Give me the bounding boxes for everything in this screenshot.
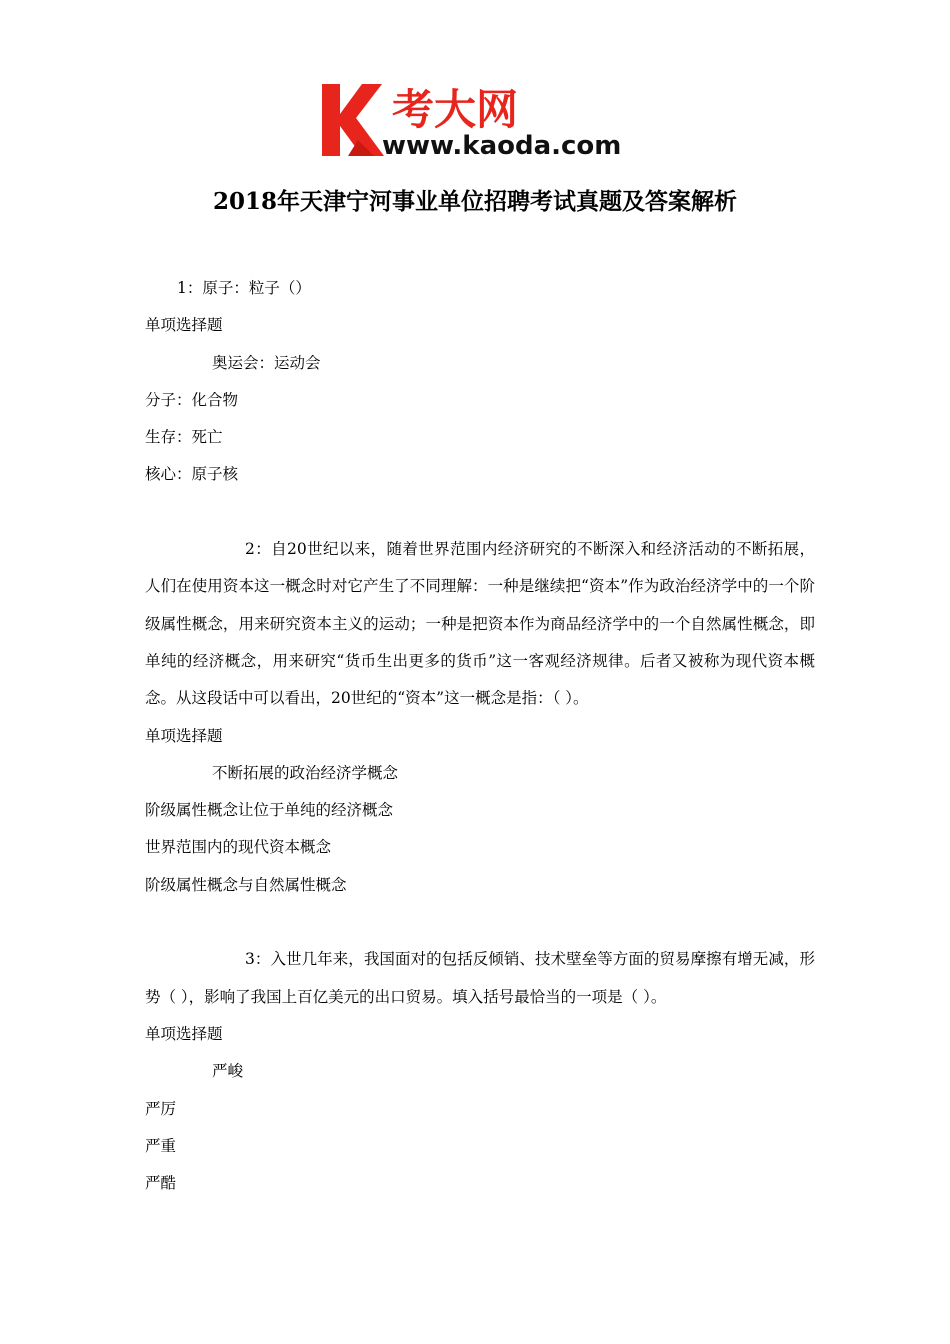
- svg-text:www.kaoda.com: www.kaoda.com: [382, 131, 622, 160]
- question-2: [145, 531, 815, 904]
- option-c: 世界范围内的现代资本概念: [145, 838, 332, 857]
- question-stem: 2：自20世纪以来，随着世界范围内经济研究的不断深入和经济活动的不断拓展，人们在使用资本这一概念时对它产生了不同理解：一种是继续把“资本”作为政治经济学中的一个阶级属性概念，用来研究资本主义的运动；一种是把资本作为商品经济学中的一个自然属性概念，即单纯的经济概念，用来研究“货币生出更多的货币”这一客观经济规律。后者又被称为现代资本概念。从这段话中可以看出，20世纪的“资本”这一概念是指：（ ）。: [145, 540, 815, 708]
- option-b: 阶级属性概念让位于单纯的经济概念: [145, 801, 394, 820]
- svg-text:考大网: 考大网: [392, 85, 519, 134]
- question-type: 单项选择题: [145, 316, 223, 335]
- option-a: 不断拓展的政治经济学概念: [212, 763, 399, 782]
- question-stem: 1：原子：粒子（）: [177, 279, 311, 297]
- option-d: 严酷: [145, 1174, 177, 1193]
- document-title: 2018年天津宁河事业单位招聘考试真题及答案解析: [212, 188, 737, 215]
- option-a: 奥运会：运动会: [212, 353, 321, 372]
- question-type: 单项选择题: [145, 1024, 223, 1043]
- question-1: [145, 270, 815, 494]
- option-d: 核心：原子核: [145, 465, 239, 484]
- kaoda-logo: [318, 78, 640, 160]
- kaoda-logo-graphic: [318, 78, 640, 160]
- question-type: 单项选择题: [145, 726, 223, 745]
- question-3: [145, 941, 815, 1202]
- spacer: [145, 494, 815, 531]
- option-a: 严峻: [212, 1062, 244, 1081]
- option-c: 生存：死亡: [145, 428, 223, 447]
- option-b: 严厉: [145, 1099, 177, 1118]
- question-stem: 3：入世几年来，我国面对的包括反倾销、技术壁垒等方面的贸易摩擦有增无减，形势（ ），影响了我国上百亿美元的出口贸易。填入括号最恰当的一项是（ ）。: [145, 950, 815, 1006]
- option-c: 严重: [145, 1136, 177, 1155]
- question-list: [145, 270, 815, 1202]
- option-d: 阶级属性概念与自然属性概念: [145, 875, 347, 894]
- option-b: 分子：化合物: [145, 390, 239, 409]
- spacer: [145, 904, 815, 941]
